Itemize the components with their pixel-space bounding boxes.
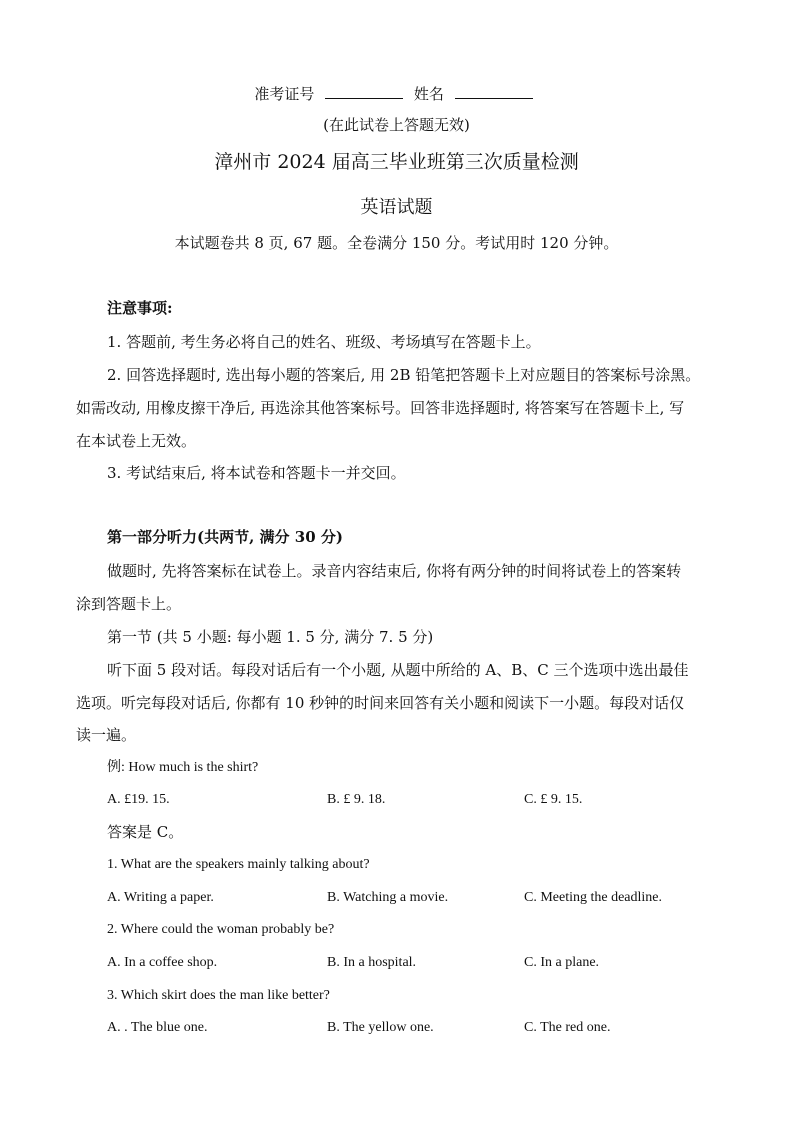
exam-id-label: 准考证号 (254, 85, 315, 103)
question-2-option-c: C. In a plane. (524, 955, 600, 970)
example-option-b: B. £ 9. 18. (327, 792, 386, 807)
question-2-option-b: B. In a hospital. (327, 955, 417, 970)
notes-heading: 注意事项: (107, 299, 173, 317)
question-3-option-c: C. The red one. (524, 1020, 611, 1035)
example-option-c: C. £ 9. 15. (524, 792, 583, 807)
part1-intro-line-2: 涂到答题卡上。 (76, 595, 182, 613)
section1-intro-line-3: 读一遍。 (76, 726, 137, 744)
question-1-option-a: A. Writing a paper. (107, 890, 214, 905)
part1-intro-line-1: 做题时, 先将答案标在试卷上。录音内容结束后, 你将有两分钟的时间将试卷上的答案转 (107, 562, 682, 580)
invalid-note: (在此试卷上答题无效) (323, 116, 470, 134)
question-3: 3. Which skirt does the man like better? (107, 988, 330, 1003)
example-option-a: A. £19. 15. (107, 792, 170, 807)
section1-intro-line-1: 听下面 5 段对话。每段对话后有一个小题, 从题中所给的 A、B、C 三个选项中选出最佳 (107, 661, 689, 679)
question-1-option-b: B. Watching a movie. (327, 890, 449, 905)
example-question: 例: How much is the shirt? (107, 760, 259, 775)
subject-title: 英语试题 (360, 197, 433, 218)
notes-item-2-line-1: 2. 回答选择题时, 选出每小题的答案后, 用 2B 铅笔把答题卡上对应题目的答案标号涂黑。 (107, 366, 701, 384)
exam-info: 本试题卷共 8 页, 67 题。全卷满分 150 分。考试用时 120 分钟。 (174, 234, 619, 252)
question-1: 1. What are the speakers mainly talking about? (107, 857, 370, 872)
question-3-option-b: B. The yellow one. (327, 1020, 434, 1035)
section1-intro-line-2: 选项。听完每段对话后, 你都有 10 秒钟的时间来回答有关小题和阅读下一小题。每段对话仅 (76, 694, 685, 712)
exam-id-name-row (0, 84, 793, 104)
name-blank (455, 84, 533, 99)
example-answer: 答案是 C。 (107, 823, 184, 841)
part1-heading: 第一部分听力(共两节, 满分 30 分) (107, 528, 343, 546)
exam-id-blank (325, 84, 403, 99)
exam-title: 漳州市 2024 届高三毕业班第三次质量检测 (214, 151, 579, 173)
question-3-option-a: A. . The blue one. (107, 1020, 208, 1035)
notes-item-1: 1. 答题前, 考生务必将自己的姓名、班级、考场填写在答题卡上。 (107, 333, 541, 351)
question-1-option-c: C. Meeting the deadline. (524, 890, 663, 905)
question-2: 2. Where could the woman probably be? (107, 922, 335, 937)
question-2-option-a: A. In a coffee shop. (107, 955, 218, 970)
notes-item-2-line-2: 如需改动, 用橡皮擦干净后, 再选涂其他答案标号。回答非选择题时, 将答案写在答题卡上, 写 (76, 399, 685, 417)
name-label: 姓名 (413, 85, 444, 103)
section1-heading: 第一节 (共 5 小题: 每小题 1. 5 分, 满分 7. 5 分) (107, 628, 434, 646)
notes-item-3: 3. 考试结束后, 将本试卷和答题卡一并交回。 (107, 464, 406, 482)
notes-item-2-line-3: 在本试卷上无效。 (76, 432, 197, 450)
